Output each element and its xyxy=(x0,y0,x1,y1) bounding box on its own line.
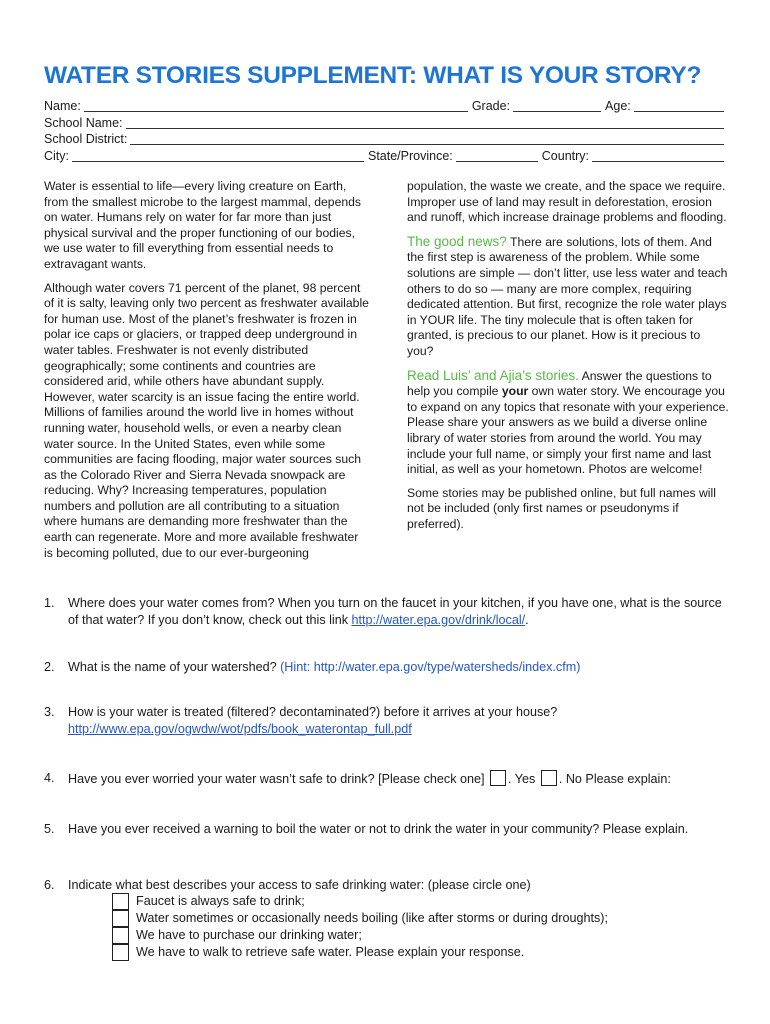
field-row-1 xyxy=(44,97,728,113)
epa-local-link[interactable]: http://water.epa.gov/drink/local/ xyxy=(351,612,526,627)
question-1-end: . xyxy=(525,612,529,627)
population-paragraph: population, the waste we create, and the space we require. Improper use of land may result in deforestation, erosion and runoff, which increase drainage problems and flooding. xyxy=(407,179,727,225)
school-district-field[interactable] xyxy=(130,133,724,145)
question-1-prompt: Where does your water comes from? When you turn on the faucet in your kitchen, if you have one, what is the source of that water? If you don’t know, check out this link xyxy=(68,596,722,627)
question-1-text xyxy=(68,595,734,628)
right-column xyxy=(407,179,729,540)
good-news-paragraph xyxy=(407,234,729,360)
question-4-prompt: Have you ever worried your water wasn’t safe to drink? [Please check one] xyxy=(68,772,488,786)
question-3-text xyxy=(68,704,734,737)
age-label: Age: xyxy=(605,99,631,114)
publishing-note: Some stories may be published online, but full names will not be included (only first names or pseudonyms if preferred). xyxy=(407,485,716,531)
city-label: City: xyxy=(44,148,69,163)
good-news-heading: The good news? xyxy=(407,233,507,249)
option-4-label: We have to walk to retrieve safe water. Please explain your response. xyxy=(136,945,525,960)
left-column xyxy=(44,179,370,569)
no-label: . No Please explain: xyxy=(558,772,671,786)
question-2-number: 2. xyxy=(44,660,55,674)
age-field[interactable] xyxy=(634,100,724,112)
question-1-number: 1. xyxy=(44,596,55,610)
field-row-2 xyxy=(44,113,728,129)
question-2-text xyxy=(68,659,734,676)
name-field[interactable] xyxy=(84,100,468,112)
option-3-checkbox[interactable] xyxy=(112,927,129,944)
option-3-label: We have to purchase our drinking water; xyxy=(136,928,362,943)
name-label: Name: xyxy=(44,99,81,114)
state-label: State/Province: xyxy=(368,148,453,163)
intro-paragraph: Water is essential to life—every living creature on Earth, from the smallest microbe to the largest mammal, depends on water. Humans rely on water for far more than just physical survival and the proper functioning of our bodies, we use water to fill everything from essential needs to extravagant wants. xyxy=(44,179,362,271)
question-2 xyxy=(44,659,734,676)
question-6-number: 6. xyxy=(44,878,55,892)
question-6-text: Indicate what best describes your access to safe drinking water: (please circle one) xyxy=(68,878,531,892)
question-2-prompt: What is the name of your watershed? xyxy=(68,660,281,674)
access-option-1 xyxy=(112,893,608,910)
read-stories-heading: Read Luis’ and Ajia’s stories. xyxy=(407,367,579,383)
option-1-checkbox[interactable] xyxy=(112,893,129,910)
question-3-number: 3. xyxy=(44,705,55,719)
access-option-3 xyxy=(112,927,608,944)
country-field[interactable] xyxy=(592,150,724,162)
state-field[interactable] xyxy=(456,150,538,162)
page-title: WATER STORIES SUPPLEMENT: WHAT IS YOUR STORY? xyxy=(44,62,702,89)
question-3-prompt: How is your water is treated (filtered? decontaminated?) before it arrives at your house? xyxy=(68,705,558,719)
question-4 xyxy=(44,770,734,788)
read-stories-text-a: Answer the questions to help you compile xyxy=(407,368,712,399)
access-options xyxy=(112,893,608,961)
access-option-2 xyxy=(112,910,608,927)
yes-label: . Yes xyxy=(508,772,539,786)
city-field[interactable] xyxy=(72,150,364,162)
grade-label: Grade: xyxy=(471,99,511,114)
country-label: Country: xyxy=(541,148,590,163)
question-5-text: Have you ever received a warning to boil the water or not to drink the water in your community? Please explain. xyxy=(68,822,689,836)
question-6 xyxy=(44,877,734,894)
field-row-4 xyxy=(44,146,728,162)
read-stories-your: your xyxy=(501,384,529,399)
school-name-field[interactable] xyxy=(126,117,724,129)
option-4-checkbox[interactable] xyxy=(112,944,129,961)
info-fields xyxy=(44,97,728,163)
question-4-text xyxy=(68,770,734,788)
question-5 xyxy=(44,821,734,838)
grade-field[interactable] xyxy=(513,100,601,112)
question-5-number: 5. xyxy=(44,822,55,836)
school-name-label: School Name: xyxy=(44,115,123,130)
access-option-4 xyxy=(112,944,608,961)
good-news-text: There are solutions, lots of them. And the first step is awareness of the problem. While some solutions are simple — don’t litter, use less water and teach others to do so — many are more complex, requiring dedicated attention. But first, recognize the role water plays in YOUR life. The tiny molecule that is often taken for granted, is precious to our planet. How is it precious to you? xyxy=(407,234,728,358)
question-3 xyxy=(44,704,734,737)
no-checkbox[interactable] xyxy=(541,770,557,786)
read-stories-paragraph xyxy=(407,368,729,478)
option-2-label: Water sometimes or occasionally needs boiling (like after storms or during droughts); xyxy=(136,911,608,926)
school-district-label: School District: xyxy=(44,132,128,147)
question-4-number: 4. xyxy=(44,771,55,785)
option-2-checkbox[interactable] xyxy=(112,910,129,927)
yes-checkbox[interactable] xyxy=(490,770,506,786)
read-stories-text-b: own water story. We encourage you to expand on any topics that resonate with your experience. Please share your answers as we build a diverse online library of water stories from around the world. You may include your full name, or simply your first name and last initial, as well as your hometown. Photos are welcome! xyxy=(407,384,729,477)
water-on-tap-link[interactable]: http://www.epa.gov/ogwdw/wot/pdfs/book_waterontap_full.pdf xyxy=(68,721,412,736)
watershed-hint-link[interactable]: (Hint: http://water.epa.gov/type/watersheds/index.cfm) xyxy=(280,660,581,674)
question-1 xyxy=(44,595,734,628)
field-row-3 xyxy=(44,130,728,146)
option-1-label: Faucet is always safe to drink; xyxy=(136,894,305,909)
freshwater-paragraph: Although water covers 71 percent of the planet, 98 percent of it is salty, leaving only two percent as freshwater available for human use. Most of the planet’s freshwater is frozen in polar ice caps or glaciers, or trapped deep underground in water tables. Freshwater is not evenly distributed geographically; some continents and countries are considered arid, while others have abundant supply. However, water scarcity is an issue facing the entire world. Millions of families around the world live in homes without running water, household wells, or even a nearby clean water source. In the United States, even while some communities are facing flooding, major water sources such as the Colorado River and Sierra Nevada snowpack are reducing. Why? Increasing temperatures, population numbers and pollution are all contributing to a situation where humans are demanding more freshwater than the earth can regenerate. More and more available freshwater is becoming polluted, due to our ever-burgeoning xyxy=(44,280,369,560)
